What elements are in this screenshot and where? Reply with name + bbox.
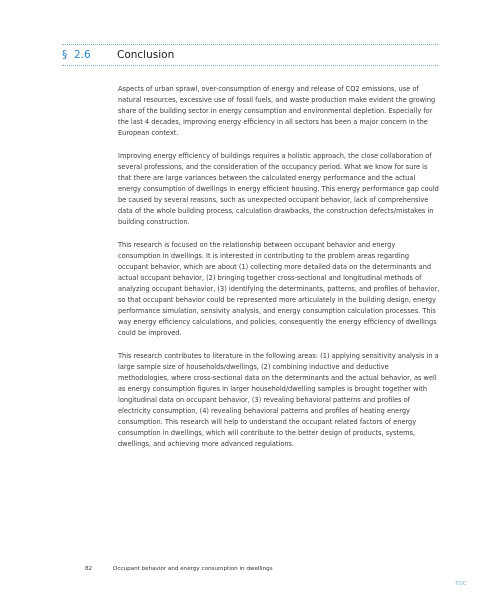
paragraph-1: Aspects of urban sprawl, over-consumption of energy and release of CO2 emissions, use of natural resources, excessive use of fossil fuels, and waste production make evident the growing share of the building sector in energy consumption and environmental depletion. Especially for the last 4 decades, improving energy efficiency in all sectors has been a major concern in the European context. [118, 85, 436, 137]
section-number [62, 49, 91, 61]
page-footer [85, 566, 273, 572]
section-symbol: § [62, 49, 68, 61]
page-number: 82 [85, 566, 93, 572]
running-title: Occupant behavior and energy consumption in dwellings [113, 566, 273, 572]
header-top-rule [62, 44, 438, 45]
paragraph-4: This research contributes to literature in the following areas: (1) applying sensitivity analysis in a large sample size of households/dwellings, (2) combining inductive and deductive methodologies, where cross-sectional data on the determinants and the actual behavior, as well as energy consumption figures in larger household/dwelling samples is brought together with longitudinal data on occupant behavior, (3) revealing behavioral patterns and profiles of electricity consumption, (4) revealing behavioral patterns and profiles of heating energy consumption. This research will help to understand the occupant related factors of energy consumption in dwellings, which will contribute to the better design of products, systems, dwellings, and achieving more advanced regulations. [118, 352, 439, 448]
section-title: Conclusion [117, 49, 175, 61]
header-bottom-rule [62, 65, 438, 66]
paragraph-2: Improving energy efficiency of buildings requires a holistic approach, the close collaboration of several professions, and the consideration of the occupancy period. What we know for sure is that there are large variances between the calculated energy performance and the actual energy consumption of dwellings in energy efficient housing. This energy performance gap could be caused by several reasons, such as unexpected occupant behavior, lack of comprehensive data of the whole building process, calculation drawbacks, the construction defects/mistakes in building construction. [118, 152, 439, 226]
section-header [62, 44, 438, 66]
toc-link[interactable]: TOC [455, 581, 467, 587]
paragraph-3: This research is focused on the relationship between occupant behavior and energy consumption in dwellings. It is interested in contributing to the problem areas regarding occupant behavior, which are about (1) collecting more detailed data on the determinants and actual occupant behavior, (2) bringing together cross-sectional and longitudinal methods of analyzing occupant behavior, (3) identifying the determinants, patterns, and profiles of behavior, so that occupant behavior could be represented more articulately in the building design, energy performance simulation, sensivity analysis, and energy consumption calculation processes. This way energy efficiency calculations, and policies, consequently the energy efficiency of dwellings could be improved. [118, 241, 440, 337]
body-text [118, 84, 440, 462]
section-number-value: 2.6 [73, 49, 91, 61]
